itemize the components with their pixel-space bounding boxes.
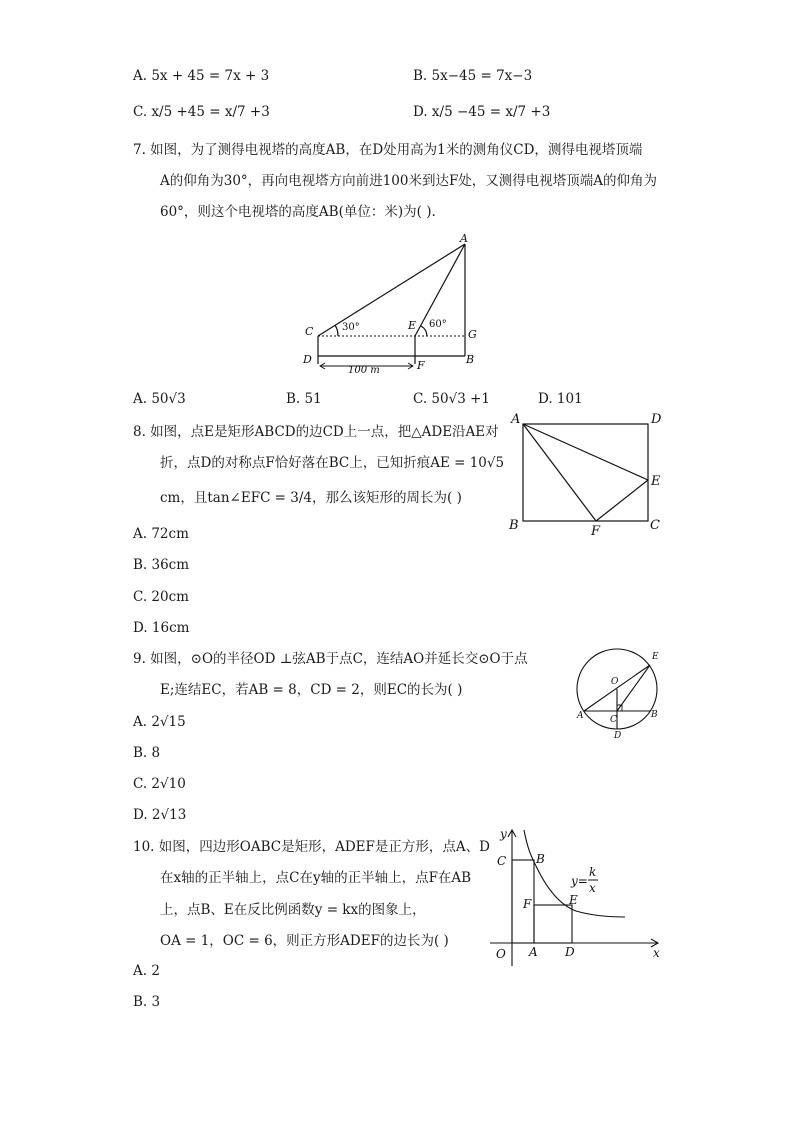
q8-stem-line3: cm，且tan∠EFC = 3/4，那么该矩形的周长为( ) [160,490,462,506]
q8-line-ae [523,424,648,480]
q7-label-b: B [466,353,475,366]
q9-figure [570,644,670,740]
q6-option-b: B. 5x−45 = 7x−3 [413,68,533,84]
q7-option-c: C. 50√3 +1 [413,391,490,407]
q8-figure [505,408,665,540]
q8-label-e: E [651,474,661,489]
q10-label-y: y [500,827,507,841]
q10-figure [488,826,668,968]
q7-option-b: B. 51 [286,391,322,407]
q7-label-g: G [468,328,477,341]
q7-option-a: A. 50√3 [133,391,186,407]
q9-stem-line1: 9. 如图，⊙O的半径OD ⊥弦AB于点C，连结AO并延长交⊙O于点 [133,651,528,667]
q9-stem-line2: E;连结EC，若AB = 8，CD = 2，则EC的长为( ) [160,682,463,698]
q10-label-o: O [496,947,506,961]
q7-angle2-label: 60° [429,319,447,330]
q8-stem-line2: 折，点D的对称点F恰好落在BC上，已知折痕AE = 10√5 [160,455,505,471]
q8-label-d: D [651,412,662,427]
q10-label-x: x [653,946,660,960]
q9-label-a: A [577,711,584,721]
q10-stem-line2: 在x轴的正半轴上，点C在y轴的正半轴上，点F在AB [160,870,472,886]
q7-stem-line3: 60°，则这个电视塔的高度AB(单位：米)为( ). [160,204,436,220]
q7-label-d: D [303,353,312,366]
q10-option-a: A. 2 [133,963,160,979]
q10-label-b: B [536,852,545,866]
q10-label-d: D [565,945,575,959]
q10-function-numerator: k [589,865,597,879]
q7-angle-30-arc [335,325,338,336]
q7-label-c: C [305,325,314,338]
q8-label-c: C [650,518,660,533]
q9-option-b: B. 8 [133,745,161,761]
q9-label-d: D [614,731,622,740]
q6-option-d: D. x/5 −45 = x/7 +3 [413,104,551,120]
q8-option-a: A. 72cm [133,526,189,542]
q10-option-b: B. 3 [133,994,161,1010]
q9-option-c: C. 2√10 [133,776,186,792]
q8-line-af [523,424,596,521]
q7-angle1-label: 30° [342,322,360,333]
q6-option-c: C. x/5 +45 = x/7 +3 [133,104,270,120]
q7-figure [300,232,490,374]
q10-label-e: E [569,893,578,907]
q10-square-adef [534,905,572,943]
q9-label-o: O [611,677,619,687]
q9-label-e: E [652,652,659,662]
q9-line-ec [617,665,650,711]
q8-line-fe [596,480,648,521]
q9-option-d: D. 2√13 [133,807,187,823]
q8-stem-line1: 8. 如图，点E是矩形ABCD的边CD上一点，把△ADE沿AE对 [133,424,499,440]
q9-label-c: C [610,715,617,725]
q10-label-f: F [523,897,532,911]
q7-angle-60-arc [421,326,427,336]
q8-option-c: C. 20cm [133,589,189,605]
q10-function-lhs: y= [571,874,588,888]
q10-label-a: A [529,945,538,959]
q8-option-b: B. 36cm [133,557,190,573]
q7-stem-line2: A的仰角为30°，再向电视塔方向前进100米到达F处，又测得电视塔顶端A的仰角为 [160,173,658,189]
q9-label-b: B [651,710,658,720]
q7-stem-line1: 7. 如图，为了测得电视塔的高度AB，在D处用高为1米的测角仪CD，测得电视塔顶端 [133,142,643,158]
q10-stem-line3: 上，点B、E在反比例函数y = kx的图象上， [160,902,426,918]
q7-label-f: F [417,359,425,372]
q7-distance-label: 100 m [348,365,380,374]
q7-label-e: E [408,319,417,332]
q8-label-b: B [509,518,519,533]
q10-function-denominator: x [589,881,596,895]
q6-option-a: A. 5x + 45 = 7x + 3 [133,68,270,84]
q10-stem-line4: OA = 1，OC = 6，则正方形ADEF的边长为( ) [160,933,449,949]
q9-option-a: A. 2√15 [133,714,186,730]
q8-option-d: D. 16cm [133,620,190,636]
q7-label-a: A [460,232,468,245]
q8-label-f: F [591,524,601,539]
q7-option-d: D. 101 [538,391,583,407]
q10-stem-line1: 10. 如图，四边形OABC是矩形，ADEF是正方形，点A、D [133,839,490,855]
q10-label-c: C [497,854,507,868]
q8-label-a: A [511,412,521,427]
